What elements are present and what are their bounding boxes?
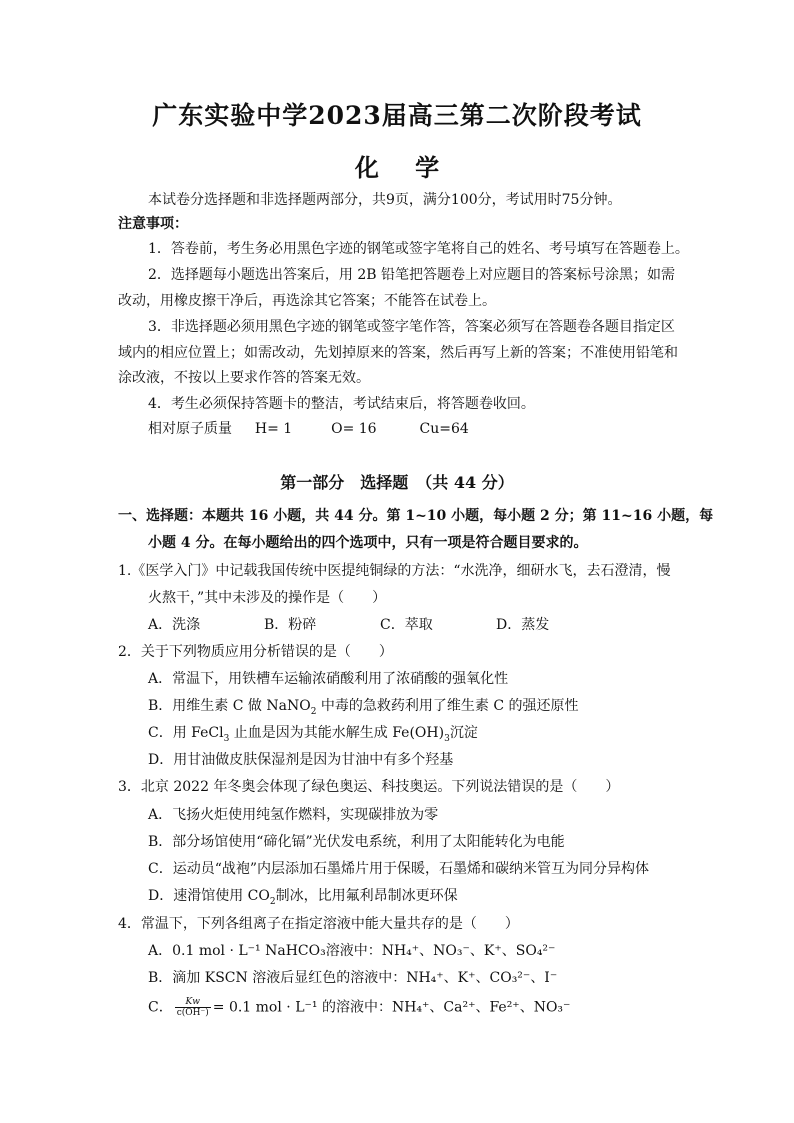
notice-item: 1．答卷前，考生务必用黑色字迹的钢笔或签字笔将自己的姓名、考号填写在答题卷上。 — [148, 241, 689, 257]
atomic-mass-label: 相对原子质量 — [148, 421, 232, 437]
question-4-option-a: A．0.1 mol · L⁻¹ NaHCO₃溶液中：NH₄⁺、NO₃⁻、K⁺、SO₄²⁻ — [148, 943, 556, 959]
notice-item: 3．非选择题必须用黑色字迹的钢笔或签字笔作答，答案必须写在答题卷各题目指定区 — [148, 319, 675, 335]
question-2-option-a: A．常温下，用铁槽车运输浓硝酸利用了浓硝酸的强氧化性 — [148, 671, 509, 687]
question-2-option-b — [148, 696, 718, 716]
question-2-option-c — [148, 723, 718, 743]
text: 制冰，比用氟利昂制冰更环保 — [275, 888, 458, 904]
text: 止血是因为其能水解生成 Fe(OH) — [229, 725, 445, 741]
notice-item: 涂改液，不按以上要求作答的答案无效。 — [118, 370, 370, 386]
notice-item: 2．选择题每小题选出答案后，用 2B 铅笔把答题卷上对应题目的答案标号涂黑；如需 — [148, 267, 676, 283]
question-3-option-d — [148, 886, 718, 906]
exam-intro: 本试卷分选择题和非选择题两部分，共9页，满分100分，考试用时75分钟。 — [148, 192, 622, 208]
question-1-options — [148, 615, 612, 635]
atomic-mass-h: H= 1 — [254, 421, 293, 437]
question-4-option-b: B．滴加 KSCN 溶液后显红色的溶液中：NH₄⁺、K⁺、CO₃²⁻、I⁻ — [148, 970, 558, 986]
notice-item: 域内的相应位置上；如需改动，先划掉原来的答案，然后再写上新的答案；不准使用铅笔和 — [118, 345, 678, 361]
text: 中毒的急救药利用了维生素 C 的强还原性 — [316, 698, 579, 714]
section-instruction: 小题 4 分。在每小题给出的四个选项中，只有一项是符合题目要求的。 — [148, 535, 588, 551]
question-4-stem: 4．常温下，下列各组离子在指定溶液中能大量共存的是（ ） — [118, 916, 519, 932]
text: C． — [148, 999, 173, 1016]
atomic-mass-o: O= 16 — [331, 421, 377, 437]
question-2-option-d: D．用甘油做皮肤保湿剂是因为甘油中有多个羟基 — [148, 752, 454, 768]
question-3-option-c: C．运动员“战袍”内层添加石墨烯片用于保暖，石墨烯和碳纳米管互为同分异构体 — [148, 861, 650, 877]
option-a: A．洗涤 — [148, 617, 201, 633]
subscript: 2 — [269, 896, 276, 907]
option-b: B．粉碎 — [264, 617, 317, 633]
question-1-stem: 1.《医学入门》中记载我国传统中医提纯铜绿的方法：“水洗净，细研水飞，去石澄清，慢 — [118, 563, 671, 579]
denominator: c(OH⁻) — [176, 1008, 209, 1018]
text: 沉淀 — [449, 725, 478, 741]
notice-heading: 注意事项： — [118, 216, 188, 232]
exam-title: 广东实验中学2023届高三第二次阶段考试 — [152, 101, 642, 130]
notice-item: 4．考生必须保持答题卡的整洁，考试结束后，将答题卷收回。 — [148, 396, 535, 412]
atomic-mass-cu: Cu=64 — [419, 421, 469, 437]
question-2-stem: 2．关于下列物质应用分析错误的是（ ） — [118, 644, 393, 660]
question-3-stem: 3．北京 2022 年冬奥会体现了绿色奥运、科技奥运。下列说法错误的是（ ） — [118, 779, 620, 795]
text: C．用 FeCl — [148, 725, 224, 741]
fraction — [175, 997, 211, 1018]
subscript: 2 — [310, 706, 317, 717]
text: B．用维生素 C 做 NaNO — [148, 698, 311, 714]
subject-title: 化 学 — [354, 153, 440, 182]
option-d: D．蒸发 — [496, 617, 550, 633]
option-c: C．萃取 — [380, 617, 433, 633]
text: D．速滑馆使用 CO — [148, 888, 270, 904]
question-4-option-c — [148, 997, 718, 1018]
text: = 0.1 mol · L⁻¹ 的溶液中：NH₄⁺、Ca²⁺、Fe²⁺、NO₃⁻ — [212, 999, 571, 1016]
question-3-option-b: B．部分场馆使用“碲化镉”光伏发电系统，利用了太阳能转化为电能 — [148, 834, 565, 850]
notice-item: 改动，用橡皮擦干净后，再选涂其它答案；不能答在试卷上。 — [118, 293, 496, 309]
question-1-stem: 火熬干，”其中未涉及的操作是（ ） — [148, 590, 387, 606]
numerator: Kw — [175, 997, 211, 1008]
subscript: 3 — [444, 733, 450, 744]
section-instruction: 一、选择题：本题共 16 小题，共 44 分。第 1~10 小题，每小题 2 分；第 11~16 小题，每 — [118, 508, 714, 524]
section-heading: 第一部分 选择题 （共 44 分） — [280, 473, 514, 492]
atomic-mass-line — [148, 419, 718, 439]
subscript: 3 — [223, 733, 230, 744]
question-3-option-a: A．飞扬火炬使用纯氢作燃料，实现碳排放为零 — [148, 807, 439, 823]
